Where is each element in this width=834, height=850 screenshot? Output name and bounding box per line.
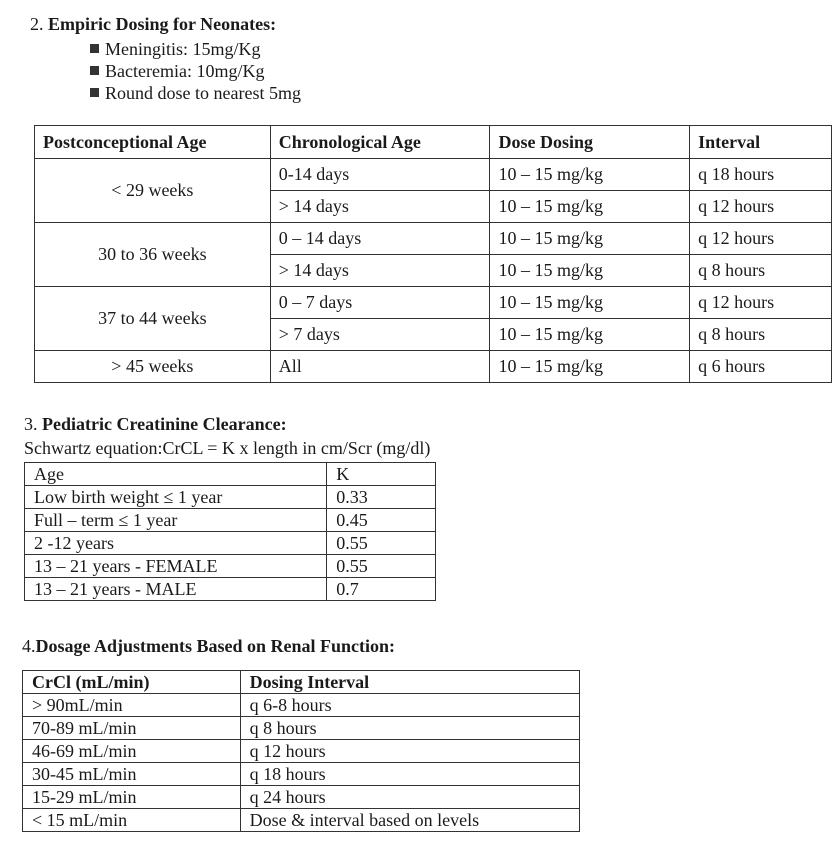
schwartz-equation: Schwartz equation:CrCL = K x length in cm/Scr (mg/dl) — [24, 438, 431, 458]
age-cell: 13 – 21 years - MALE — [25, 578, 327, 601]
column-header: K — [327, 463, 436, 486]
neonate-dosing-table — [34, 125, 832, 383]
square-bullet-icon — [90, 66, 99, 75]
renal-adjustment-table — [22, 670, 580, 832]
interval-cell: q 8 hours — [690, 255, 832, 287]
table-row — [35, 351, 832, 383]
table-row — [23, 809, 580, 832]
list-item: Round dose to nearest 5mg — [90, 82, 301, 104]
dosing-interval-cell: Dose & interval based on levels — [240, 809, 579, 832]
column-header: Age — [25, 463, 327, 486]
dosing-interval-cell: q 6-8 hours — [240, 694, 579, 717]
table-row — [35, 223, 832, 255]
chronological-age-cell: 0 – 14 days — [270, 223, 490, 255]
k-cell: 0.33 — [327, 486, 436, 509]
section-4-title: Dosage Adjustments Based on Renal Function: — [35, 636, 396, 656]
table-header-row — [35, 126, 832, 159]
section-2-heading — [30, 14, 276, 35]
dosing-interval-cell: q 24 hours — [240, 786, 579, 809]
chronological-age-cell: 0 – 7 days — [270, 287, 490, 319]
dosing-interval-cell: q 8 hours — [240, 717, 579, 740]
list-item: Bacteremia: 10mg/Kg — [90, 60, 301, 82]
interval-cell: q 12 hours — [690, 223, 832, 255]
column-header: Dosing Interval — [240, 671, 579, 694]
postconceptional-age-cell: < 29 weeks — [35, 159, 271, 223]
table-row — [23, 740, 580, 763]
column-header: Postconceptional Age — [35, 126, 271, 159]
postconceptional-age-cell: > 45 weeks — [35, 351, 271, 383]
list-item: Meningitis: 15mg/Kg — [90, 38, 301, 60]
dosing-interval-cell: q 18 hours — [240, 763, 579, 786]
table-row — [35, 287, 832, 319]
interval-cell: q 8 hours — [690, 319, 832, 351]
dose-cell: 10 – 15 mg/kg — [490, 319, 690, 351]
interval-cell: q 12 hours — [690, 191, 832, 223]
crcl-cell: 30-45 mL/min — [23, 763, 241, 786]
postconceptional-age-cell: 37 to 44 weeks — [35, 287, 271, 351]
dose-cell: 10 – 15 mg/kg — [490, 159, 690, 191]
table-row — [23, 763, 580, 786]
interval-cell: q 6 hours — [690, 351, 832, 383]
section-3-heading — [24, 414, 287, 435]
square-bullet-icon — [90, 88, 99, 97]
k-cell: 0.7 — [327, 578, 436, 601]
table-row — [35, 159, 832, 191]
section-2-title: Empiric Dosing for Neonates: — [48, 14, 277, 34]
section-3-title: Pediatric Creatinine Clearance: — [42, 414, 287, 434]
k-cell: 0.55 — [327, 555, 436, 578]
column-header: Dose Dosing — [490, 126, 690, 159]
crcl-cell: < 15 mL/min — [23, 809, 241, 832]
chronological-age-cell: All — [270, 351, 490, 383]
column-header: Interval — [690, 126, 832, 159]
table-header-row — [23, 671, 580, 694]
table-row — [25, 578, 436, 601]
age-cell: 2 -12 years — [25, 532, 327, 555]
section-4-number: 4. — [22, 636, 36, 656]
column-header: CrCl (mL/min) — [23, 671, 241, 694]
age-cell: Low birth weight ≤ 1 year — [25, 486, 327, 509]
dose-cell: 10 – 15 mg/kg — [490, 191, 690, 223]
k-cell: 0.55 — [327, 532, 436, 555]
postconceptional-age-cell: 30 to 36 weeks — [35, 223, 271, 287]
age-cell: 13 – 21 years - FEMALE — [25, 555, 327, 578]
interval-cell: q 18 hours — [690, 159, 832, 191]
dose-cell: 10 – 15 mg/kg — [490, 351, 690, 383]
age-cell: Full – term ≤ 1 year — [25, 509, 327, 532]
interval-cell: q 12 hours — [690, 287, 832, 319]
dosing-interval-cell: q 12 hours — [240, 740, 579, 763]
dose-cell: 10 – 15 mg/kg — [490, 287, 690, 319]
table-header-row — [25, 463, 436, 486]
table-row — [25, 555, 436, 578]
crcl-cell: 70-89 mL/min — [23, 717, 241, 740]
table-row — [25, 532, 436, 555]
crcl-cell: 15-29 mL/min — [23, 786, 241, 809]
dose-cell: 10 – 15 mg/kg — [490, 255, 690, 287]
section-3-number: 3. — [24, 414, 38, 434]
square-bullet-icon — [90, 44, 99, 53]
crcl-cell: > 90mL/min — [23, 694, 241, 717]
chronological-age-cell: 0-14 days — [270, 159, 490, 191]
table-row — [23, 717, 580, 740]
dose-cell: 10 – 15 mg/kg — [490, 223, 690, 255]
chronological-age-cell: > 7 days — [270, 319, 490, 351]
column-header: Chronological Age — [270, 126, 490, 159]
chronological-age-cell: > 14 days — [270, 191, 490, 223]
k-cell: 0.45 — [327, 509, 436, 532]
bullet-list — [90, 38, 301, 104]
section-4-heading — [22, 636, 395, 657]
creatinine-k-table — [24, 462, 436, 601]
table-row — [25, 486, 436, 509]
section-2-number: 2. — [30, 14, 44, 34]
table-row — [25, 509, 436, 532]
chronological-age-cell: > 14 days — [270, 255, 490, 287]
crcl-cell: 46-69 mL/min — [23, 740, 241, 763]
table-row — [23, 694, 580, 717]
table-row — [23, 786, 580, 809]
